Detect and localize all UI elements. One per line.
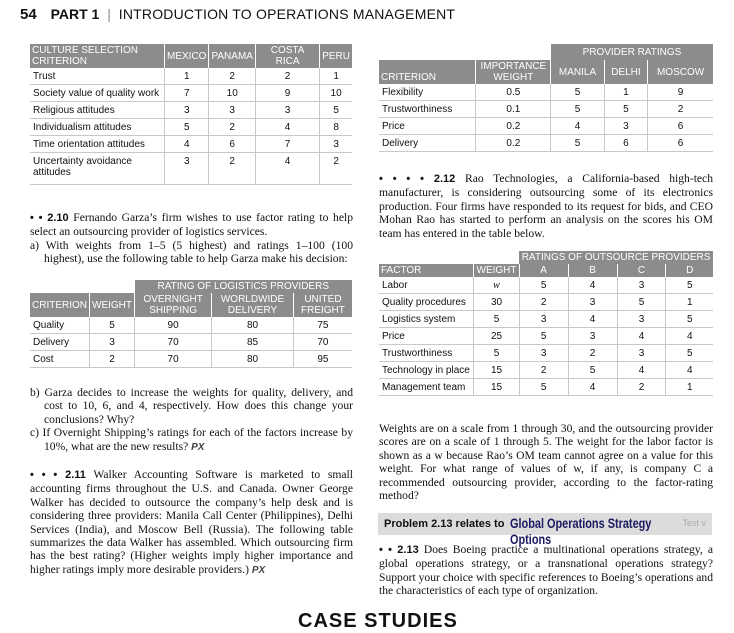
problem-text: Does Boeing practice a multinational operations strategy, a global operations strategy, or a transnational operations strategy? Support your choice with specific references to Boeing’s operations and the characteristics of each type of organization. (379, 543, 713, 598)
problem-part-a: a) With weights from 1–5 (5 highest) and ratings 1–100 (100 highest), use the following table to help Garza make his decision: (30, 238, 353, 266)
table-row: Delivery 3 70 85 70 (30, 334, 352, 351)
col-b: B (568, 264, 617, 277)
problem-2-12-followup: Weights are on a scale from 1 through 30, and the outsourcing provider scores are on a scale of 1 through 5. The weight for the labor factor is shown as a w because Rao’s OM team cannot agree on a value for this weight. For what range of values of w, if any, is company C a recommended outsourcing provider, according to the factor-rating method? (379, 422, 713, 503)
problem-marker: • • • 2.11 (30, 469, 86, 481)
provider-ratings-table (379, 44, 713, 152)
problem-2-12 (379, 172, 713, 240)
problem-2-11 (30, 468, 353, 577)
logistics-rating-table (30, 280, 352, 368)
col-d: D (666, 264, 713, 277)
col-weight: WEIGHT (90, 293, 135, 317)
table-row: Individualism attitudes 5 2 4 8 (30, 119, 352, 136)
table-row: Delivery 0.2 5 6 6 (379, 135, 713, 152)
chapter-title: INTRODUCTION TO OPERATIONS MANAGEMENT (118, 6, 456, 22)
table-row: Religious attitudes 3 3 3 5 (30, 102, 352, 119)
table-row: Quality procedures 30 2 3 5 1 (379, 294, 713, 311)
problem-2-10-parts (30, 386, 353, 454)
problem-text: Walker Accounting Software is marketed to small accounting firms throughout the U.S. and Canada. Owner George Walker has decided to outsource the company’s help desk and is considering three providers: Manila Call Center (Philippines), Delhi Services (India), and Moscow Bell (Russia). The following table summarizes the data Walker has assembled. Which outsourcing firm has the best rating? (Higher weights imply higher importance and higher ratings imply more desirable providers.) (30, 468, 353, 576)
table-row: Trust 1 2 2 1 (30, 68, 352, 85)
col-manila: MANILA (551, 60, 604, 84)
header-divider: | (107, 6, 111, 22)
table-row: Management team 15 5 4 2 1 (379, 379, 713, 396)
problem-2-13 (379, 543, 713, 598)
problem-marker: • • 2.13 (379, 544, 419, 556)
col-weight: WEIGHT (474, 264, 519, 277)
table-row: Price 0.2 4 3 6 (379, 118, 713, 135)
col-a: A (519, 264, 568, 277)
banner-tag: Text v (682, 518, 706, 528)
table-row: Logistics system 5 3 4 3 5 (379, 311, 713, 328)
related-topic-banner (378, 513, 712, 547)
table-row: Trustworthiness 5 3 2 3 5 (379, 345, 713, 362)
problem-marker: • • • • 2.12 (379, 173, 456, 185)
page-number: 54 (20, 6, 37, 23)
col-moscow: MOSCOW (648, 60, 713, 84)
problem-part-c: c) If Overnight Shipping’s ratings for each of the factors increase by 10%, what are the new results? (30, 426, 353, 453)
problem-2-10 (30, 211, 353, 266)
col-costa-rica: COSTA RICA (255, 44, 319, 68)
table-row: Technology in place 15 2 5 4 4 (379, 362, 713, 379)
table-row: Flexibility 0.5 5 1 9 (379, 84, 713, 101)
logistics-group-header: RATING OF LOGISTICS PROVIDERS (135, 280, 353, 293)
col-importance-weight: IMPORTANCE WEIGHT (476, 60, 551, 84)
problem-part-b: b) Garza decides to increase the weights for quality, delivery, and cost to 10, 6, and 4, respectively. How does this change your conclusions? Why? (30, 386, 353, 426)
culture-selection-table (30, 44, 352, 185)
col-mexico: MEXICO (165, 44, 209, 68)
table-row: Quality 5 90 80 75 (30, 317, 352, 334)
col-c: C (617, 264, 666, 277)
col-culture-criterion: CULTURE SELECTION CRITERION (30, 44, 165, 68)
col-peru: PERU (320, 44, 352, 68)
problem-marker: • • 2.10 (30, 212, 69, 224)
banner-prefix: Problem 2.13 relates to (384, 518, 505, 530)
table-row: Cost 2 70 80 95 (30, 351, 352, 368)
provider-group-header: PROVIDER RATINGS (551, 44, 713, 60)
table-row: Uncertainty avoidance attitudes 3 2 4 2 (30, 153, 352, 185)
px-icon: PX (191, 441, 205, 453)
problem-text: Fernando Garza’s firm wishes to use factor rating to help select an outsourcing provider of logistics services. (30, 211, 353, 239)
table-row: Time orientation attitudes 4 6 7 3 (30, 136, 352, 153)
problem-text: Rao Technologies, a California-based high-tech manufacturer, is considering outsourcing some of its electronics production. Four firms have responded to its request for bids, and CEO Mohan Rao has started to perform an analysis on the scores his OM team has entered in the table below. (379, 172, 714, 240)
col-overnight-shipping: OVERNIGHT SHIPPING (135, 293, 212, 317)
page-header (20, 6, 455, 23)
part-label: PART 1 (50, 6, 100, 22)
outsource-providers-table (379, 251, 713, 396)
case-studies-heading: CASE STUDIES (298, 610, 458, 632)
outsource-group-header: RATINGS OF OUTSOURCE PROVIDERS (519, 251, 713, 264)
px-icon: PX (251, 564, 266, 576)
col-criterion: CRITERION (30, 293, 90, 317)
col-factor: FACTOR (379, 264, 474, 277)
table-row: Price 25 5 3 4 4 (379, 328, 713, 345)
table-row: Trustworthiness 0.1 5 5 2 (379, 101, 713, 118)
col-panama: PANAMA (209, 44, 256, 68)
col-criterion: CRITERION (379, 60, 476, 84)
table-row: Labor w 5 4 3 5 (379, 277, 713, 294)
col-worldwide-delivery: WORLDWIDE DELIVERY (212, 293, 294, 317)
col-united-freight: UNITED FREIGHT (293, 293, 352, 317)
banner-title: Global Operations Strategy Options (510, 515, 652, 547)
table-row: Society value of quality work 7 10 9 10 (30, 85, 352, 102)
col-delhi: DELHI (604, 60, 648, 84)
